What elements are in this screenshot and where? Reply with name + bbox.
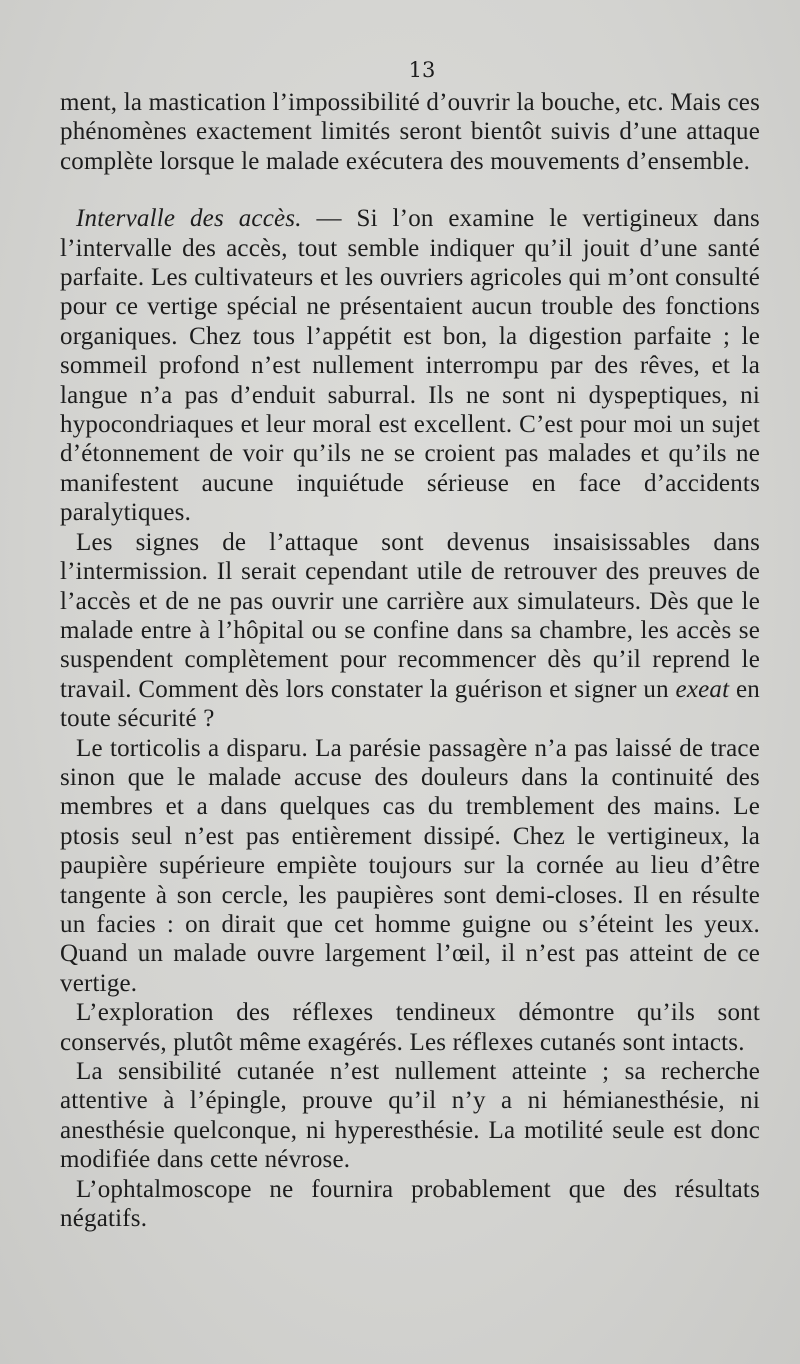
- paragraph-5: L’exploration des réflexes tendineux démontre qu’ils sont conservés, plutôt même exagérés. Les réflexes cutanés sont intacts.: [60, 999, 760, 1056]
- paragraph-6: La sensibilité cutanée n’est nullement atteinte ; sa recherche attentive à l’épingle, prouve qu’il n’y a ni hémianesthésie, ni anesthésie quelconque, ni hyperesthésie. La motilité seule est donc modifiée dans cette névrose.: [60, 1058, 760, 1174]
- paragraph-2: [60, 204, 760, 527]
- paragraph-3: [60, 528, 760, 734]
- body-text: [60, 88, 760, 1233]
- page-number: 13: [408, 58, 436, 82]
- paragraph-1: ment, la mastication l’impossibilité d’ouvrir la bouche, etc. Mais ces phénomènes exactement limités seront bientôt suivis d’une attaque complète lorsque le malade exécutera des mouvements d’ensemble.: [60, 89, 760, 175]
- paragraph-3-text-after: en toute sécurité ?: [60, 675, 761, 733]
- paragraph-2-text: — Si l’on examine le vertigineux dans l’intervalle des accès, tout semble indiquer qu’il jouit d’une santé parfaite. Les cultivateurs et les ouvriers agricoles qui m’ont consulté pour ce vertige spécial ne présentaient aucun trouble des fonctions organiques. Chez tous l’appétit est bon, la digestion parfaite ; le sommeil profond n’est nullement interrompu par des rêves, et la langue n’a pas d’enduit saburral. Ils ne sont ni dyspeptiques, ni hypocondriaques et leur moral est excellent. C’est pour moi un sujet d’étonnement de voir qu’ils ne se croient pas malades et qu’ils ne manifestent aucune inquiétude sérieuse en face d’accidents paralytiques.: [60, 205, 760, 527]
- paragraph-7: L’ophtalmoscope ne fournira probablement que des résultats négatifs.: [60, 1175, 760, 1233]
- paragraph-3-italic: exeat: [675, 675, 730, 703]
- section-heading: Intervalle des accès.: [76, 205, 302, 233]
- paragraph-4: Le torticolis a disparu. La parésie passagère n’a pas laissé de trace sinon que le malade accuse des douleurs dans la continuité des membres et a dans quelques cas du tremblement des mains. Le ptosis seul n’est pas entièrement dissipé. Chez le vertigineux, la paupière supérieure empiète toujours sur la cornée au lieu d’être tangente à son cercle, les paupières sont demi-closes. Il en résulte un facies : on dirait que cet homme guigne ou s’éteint les yeux. Quand un malade ouvre largement l’œil, il n’est pas atteint de ce vertige.: [60, 734, 760, 997]
- paragraph-3-text-before: Les signes de l’attaque sont devenus insaisissables dans l’intermission. Il serait cependant utile de retrouver des preuves de l’accès et de ne pas ouvrir une carrière aux simulateurs. Dès que le malade entre à l’hôpital ou se confine dans sa chambre, les accès se suspendent complètement pour recommencer dès qu’il reprend le travail. Comment dès lors constater la guérison et signer un: [60, 528, 760, 703]
